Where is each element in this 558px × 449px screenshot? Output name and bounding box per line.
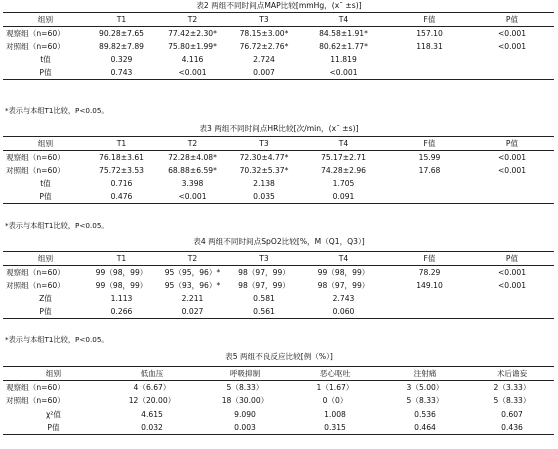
table-cell: <0.001 [497, 29, 527, 38]
table-cell: 18（30.00） [221, 396, 269, 406]
table-cell: 17.68 [418, 166, 441, 175]
table-cell: <0.001 [155, 66, 230, 80]
table-cell: 4.116 [181, 55, 204, 64]
table-cell: 70.32±5.37* [239, 166, 289, 175]
table-cell: 90.28±7.65 [98, 29, 144, 38]
table-cell: 75.17±2.71 [320, 153, 366, 162]
table-cell: 0.561 [230, 305, 298, 319]
table4-header-row [3, 252, 554, 266]
table-cell: 78.29 [418, 268, 441, 277]
table-cell: 0.464 [380, 421, 470, 435]
table-row [3, 164, 554, 177]
header-postoperative-delirium: 术后谵妄 [470, 367, 554, 381]
table-cell: 11.819 [330, 55, 357, 64]
header-t4: T4 [298, 137, 389, 151]
table2-note: *表示与本组T1比较，P<0.05。 [5, 106, 109, 115]
table-cell: 5（8.33） [406, 396, 444, 406]
table-cell: 1.008 [324, 409, 346, 419]
table-cell: 72.28±4.08* [168, 153, 217, 162]
table-cell: 72.30±4.77* [239, 153, 289, 162]
row-label: P值 [3, 190, 88, 204]
header-t3: T3 [230, 13, 298, 27]
header-t2: T2 [155, 137, 230, 151]
table-cell: 68.88±6.59* [168, 166, 217, 175]
table-row [3, 408, 554, 421]
table-row [3, 279, 554, 292]
table-cell: 0.436 [470, 421, 554, 435]
table-row [3, 151, 554, 165]
row-label: t值 [40, 55, 51, 64]
row-label: 观察组（n=60） [6, 29, 65, 38]
table-cell: 9.090 [234, 409, 256, 419]
table-cell: 1.705 [332, 179, 355, 188]
header-group: 组别 [3, 137, 88, 151]
table3-note: *表示与本组T1比较，P<0.05。 [5, 221, 109, 230]
header-group: 组别 [3, 367, 104, 381]
header-t1: T1 [88, 13, 155, 27]
table-cell: 77.42±2.30* [168, 29, 217, 38]
table-cell: 1.113 [110, 294, 133, 303]
table-cell [389, 177, 470, 190]
table-cell: 2.724 [253, 55, 275, 64]
table-cell: 0.476 [88, 190, 155, 204]
header-p: P值 [470, 252, 554, 266]
row-label: P值 [3, 421, 104, 435]
table-row [3, 292, 554, 305]
table-cell: 0.329 [110, 55, 133, 64]
table-cell: 3.398 [181, 179, 204, 188]
row-label: 对照组（n=60） [6, 396, 65, 406]
row-label: 对照组（n=60） [6, 281, 65, 290]
table-cell [470, 292, 554, 305]
table-cell [389, 66, 470, 80]
table-cell: <0.001 [298, 66, 389, 80]
table-row [3, 421, 554, 435]
table-cell: 2.743 [332, 294, 355, 303]
table-cell: 75.72±3.53 [98, 166, 144, 175]
table-cell: <0.001 [497, 153, 527, 162]
table-row [3, 66, 554, 80]
table3 [3, 136, 554, 204]
table-cell [389, 305, 470, 319]
table-cell: 0.266 [88, 305, 155, 319]
table-cell: 75.80±1.99* [168, 42, 217, 51]
table-row [3, 53, 554, 66]
table-cell: 2（3.33） [493, 383, 531, 393]
header-injection-pain: 注射痛 [380, 367, 470, 381]
table-cell: 4（6.67） [133, 383, 171, 393]
table-cell: 2.138 [253, 179, 275, 188]
header-hypotension: 低血压 [104, 367, 200, 381]
table-cell: 0.716 [110, 179, 133, 188]
table-cell: <0.001 [155, 190, 230, 204]
header-p: P值 [470, 137, 554, 151]
table-row [3, 177, 554, 190]
header-t1: T1 [88, 137, 155, 151]
table-cell: 99（98，99） [317, 268, 370, 277]
table-cell: <0.001 [497, 268, 527, 277]
table-cell: 0.607 [501, 409, 523, 419]
header-group: 组别 [3, 252, 88, 266]
table-cell: <0.001 [497, 166, 527, 175]
table-cell: 0.743 [88, 66, 155, 80]
table-cell: 0.536 [414, 409, 436, 419]
table-row [3, 305, 554, 319]
table-cell: 0.035 [230, 190, 298, 204]
table-cell [470, 177, 554, 190]
table-cell: 0.032 [104, 421, 200, 435]
table5-header-row [3, 367, 554, 381]
header-t2: T2 [155, 13, 230, 27]
row-label: P值 [3, 305, 88, 319]
table-cell: 98（97，99） [238, 281, 290, 290]
table-row [3, 394, 554, 407]
table-cell: <0.001 [497, 42, 527, 51]
header-f: F值 [389, 252, 470, 266]
header-respiratory-depression: 呼吸抑制 [200, 367, 290, 381]
table-cell: 95（95，96）* [164, 268, 221, 277]
table-cell: 0.027 [155, 305, 230, 319]
table-row [3, 190, 554, 204]
table2-caption: 表2 两组不同时间点MAP比较[mmHg，(x¯ ±s)] [196, 1, 362, 10]
table2 [3, 12, 554, 80]
table-cell: 99（98，99） [95, 281, 148, 290]
row-label: 观察组（n=60） [6, 268, 65, 277]
row-label: 对照组（n=60） [6, 166, 65, 175]
table-cell: 3（5.00） [406, 383, 444, 393]
table-cell: 76.72±2.76* [239, 42, 289, 51]
table-cell: 157.10 [416, 29, 443, 38]
table-cell: <0.001 [497, 281, 527, 290]
table3-caption: 表3 两组不同时间点HR比较[次/min，(x¯ ±s)] [199, 124, 359, 133]
table-cell [389, 292, 470, 305]
table-cell [389, 53, 470, 66]
table-cell: 98（97，99） [317, 281, 370, 290]
header-f: F值 [389, 13, 470, 27]
table-cell: 80.62±1.77* [319, 42, 368, 51]
table-cell: 0（0） [322, 396, 348, 406]
header-t1: T1 [88, 252, 155, 266]
header-t3: T3 [230, 252, 298, 266]
row-label: Z值 [39, 294, 52, 303]
table-cell: 12（20.00） [128, 396, 176, 406]
table3-header-row [3, 137, 554, 151]
table-cell: 84.58±1.91* [319, 29, 368, 38]
table-cell: 99（98，99） [95, 268, 148, 277]
table-cell [470, 305, 554, 319]
table-cell [470, 190, 554, 204]
row-label: 观察组（n=60） [6, 383, 65, 393]
table-cell: 0.003 [200, 421, 290, 435]
table-cell: 118.31 [416, 42, 443, 51]
table-cell: 76.18±3.61 [98, 153, 144, 162]
header-f: F值 [389, 137, 470, 151]
table-cell: 1（1.67） [316, 383, 354, 393]
table-cell: 5（8.33） [226, 383, 264, 393]
header-t2: T2 [155, 252, 230, 266]
table2-header-row [3, 13, 554, 27]
header-nausea-vomiting: 恶心呕吐 [290, 367, 380, 381]
table5-caption: 表5 两组不良反应比较[例（%）] [225, 352, 333, 361]
header-t4: T4 [298, 13, 389, 27]
table-cell: 95（93，96）* [164, 281, 221, 290]
table-cell: 15.99 [418, 153, 441, 162]
table-cell: 0.060 [298, 305, 389, 319]
table-cell: 89.82±7.89 [98, 42, 144, 51]
table-cell: 2.211 [181, 294, 204, 303]
table-cell [470, 53, 554, 66]
row-label: χ²值 [45, 409, 62, 419]
table-cell: 0.007 [230, 66, 298, 80]
table4-note: *表示与本组T1比较，P<0.05。 [5, 335, 109, 344]
table-row [3, 381, 554, 395]
table-cell [470, 66, 554, 80]
table-row [3, 266, 554, 280]
table-row [3, 40, 554, 53]
table-cell: 0.581 [253, 294, 275, 303]
table-cell: 149.10 [416, 281, 443, 290]
header-t4: T4 [298, 252, 389, 266]
table-cell: 5（8.33） [493, 396, 531, 406]
table-cell: 0.091 [298, 190, 389, 204]
table-cell: 4.615 [141, 409, 163, 419]
header-p: P值 [470, 13, 554, 27]
table4-caption: 表4 两组不同时间点SpO2比较[%，M（Q1，Q3）] [193, 237, 365, 246]
table-cell: 74.28±2.96 [320, 166, 366, 175]
table-cell: 98（97，99） [238, 268, 290, 277]
header-group: 组别 [3, 13, 88, 27]
table-cell: 0.315 [290, 421, 380, 435]
row-label: 对照组（n=60） [6, 42, 65, 51]
table5 [3, 366, 554, 435]
table-cell [389, 190, 470, 204]
row-label: P值 [3, 66, 88, 80]
table-cell: 78.15±3.00* [239, 29, 289, 38]
table-row [3, 27, 554, 41]
table4 [3, 251, 554, 319]
header-t3: T3 [230, 137, 298, 151]
row-label: t值 [40, 179, 51, 188]
row-label: 观察组（n=60） [6, 153, 65, 162]
